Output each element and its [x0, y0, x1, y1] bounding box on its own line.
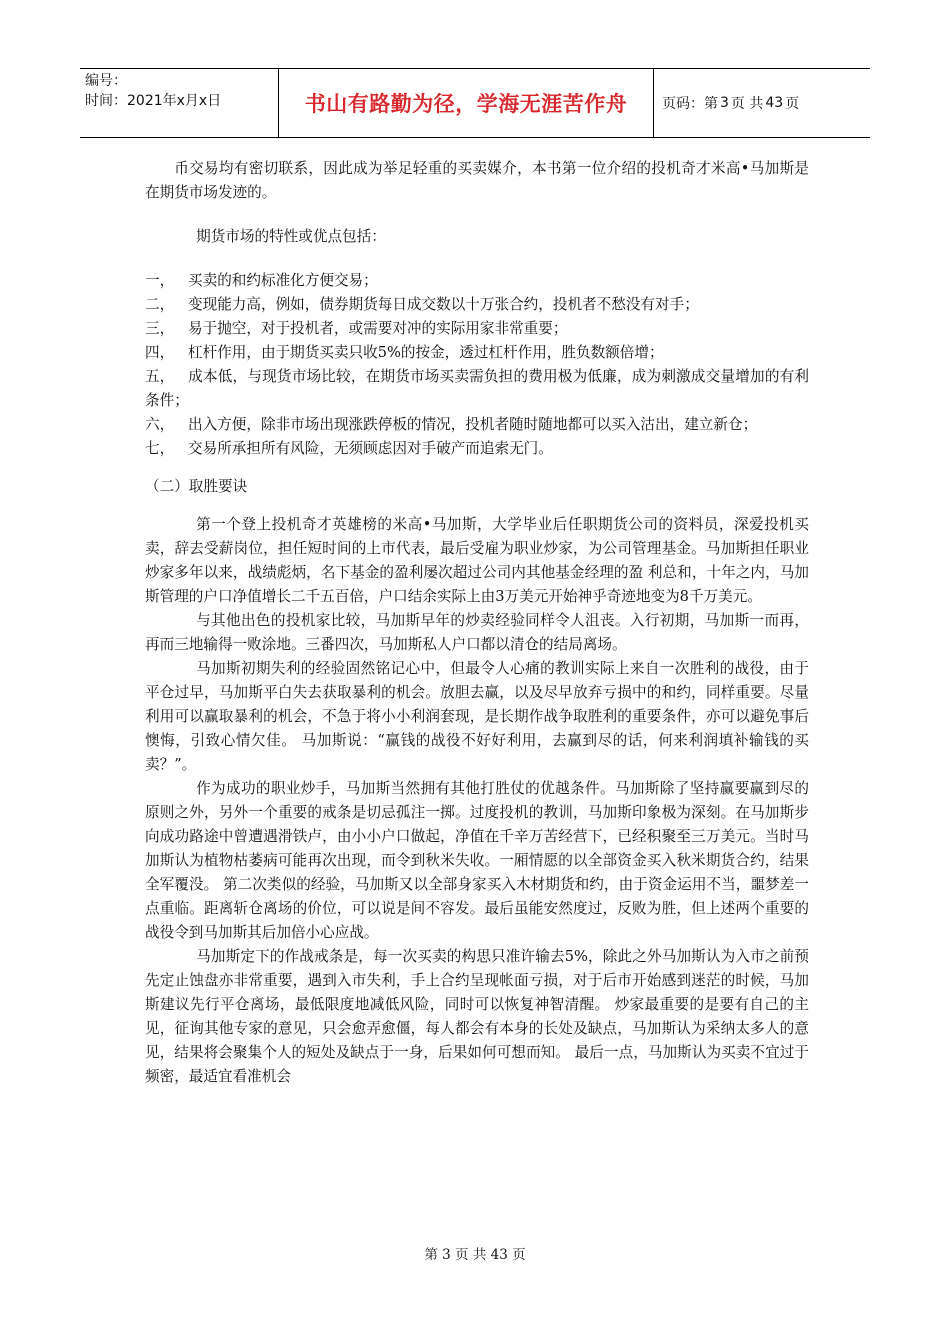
body-paragraph: 作为成功的职业炒手，马加斯当然拥有其他打胜仗的优越条件。马加斯除了坚持赢要赢到尽的原则之外，另外一个重要的戒条是切忌孤注一掷。过度投机的教训，马加斯印象极为深刻。在马加斯步向成功路途中曾遭遇滑铁卢，由小小户口做起，净值在千辛万苦经营下，已经积聚至三万美元。当时马加斯认为植物枯萎病可能再次出现，而令到秋米失收。一厢情愿的以全部资金买入秋米期货合约，结果全军覆没。 第二次类似的经验，马加斯又以全部身家买入木材期货和约，由于资金运用不当，噩梦差一点重临。距离斩仓离场的价位，可以说是间不容发。最后虽能安然度过，反败为胜，但上述两个重要的战役令到马加斯其后加倍小心应战。 [145, 780, 809, 941]
list-item: 二， 变现能力高，例如，债券期货每日成交数以十万张合约，投机者不愁没有对手； [145, 296, 699, 313]
intro-paragraph: 币交易均有密切联系，因此成为举足轻重的买卖媒介，本书第一位介绍的投机奇才米高•马加斯是在期货市场发迹的。 [145, 160, 809, 201]
header-motto: 书山有路勤为径，学海无涯苦作舟 [304, 92, 628, 116]
list-item: 六， 出入方便，除非市场出现涨跌停板的情况，投机者随时随地都可以买入沽出，建立新仓； [145, 416, 758, 433]
page-total: 43 [765, 95, 784, 111]
features-list [145, 269, 809, 461]
page-suffix: 页 [785, 96, 800, 112]
page-prefix: 页码：第 [662, 96, 718, 112]
page-current: 3 [720, 95, 729, 111]
header-page-info [654, 69, 870, 137]
body-paragraph: 第一个登上投机奇才英雄榜的米高•马加斯，大学毕业后任职期货公司的资料员，深爱投机买卖，辞去受薪岗位，担任短时间的上市代表，最后受雇为职业炒家，为公司管理基金。马加斯担任职业炒家多年以来，战绩彪炳，名下基金的盈利屡次超过公司内其他基金经理的盈 利总和，十年之内，马加斯管理的户口净值增长二千五百倍，户口结余实际上由3万美元开始神乎奇迹地变为8千万美元。 [145, 516, 809, 605]
body-paragraph: 马加斯定下的作战戒条是，每一次买卖的构思只准许输去5%，除此之外马加斯认为入市之前预先定止蚀盘亦非常重要，遇到入市失利，手上合约呈现帐面亏损，对于后市开始感到迷茫的时候，马加斯建议先行平仓离场，最低限度地减低风险，同时可以恢复神智清醒。 炒家最重要的是要有自己的主见，征询其他专家的意见，只会愈弄愈僵，每人都会有本身的长处及缺点，马加斯认为采纳太多人的意见，结果将会聚集个人的短处及缺点于一身，后果如何可想而知。 最后一点，马加斯认为买卖不宜过于频密，最适宜看准机会 [145, 948, 809, 1085]
header-number: 编号： [85, 73, 127, 89]
document-header [80, 68, 870, 138]
body-paragraph: 与其他出色的投机家比较，马加斯早年的炒卖经验同样令人沮丧。入行初期，马加斯一而再，再而三地输得一败涂地。三番四次，马加斯私人户口都以清仓的结局离场。 [145, 612, 809, 653]
page-footer: 第 3 页 共 43 页 [424, 1247, 526, 1263]
body-paragraph: 马加斯初期失利的经验固然铭记心中，但最令人心痛的教训实际上来自一次胜利的战役，由于平仓过早，马加斯平白失去获取暴利的机会。放胆去赢，以及尽早放弃亏损中的和约，同样重要。尽量利用可以赢取暴利的机会，不急于将小小利润套现，是长期作战争取胜利的重要条件，亦可以避免事后懊悔，引致心情欠佳。 马加斯说：“赢钱的战役不好好利用，去赢到尽的话，何来利润填补输钱的买卖？”。 [145, 660, 809, 773]
list-item: 四， 杠杆作用，由于期货买卖只收5%的按金，透过杠杆作用，胜负数额倍增； [145, 344, 664, 361]
section-title: （二）取胜要诀 [145, 478, 248, 495]
header-motto-cell [279, 69, 654, 137]
list-item: 一， 买卖的和约标准化方便交易； [145, 272, 378, 289]
header-meta [80, 69, 279, 137]
list-item: 七， 交易所承担所有风险，无须顾虑因对手破产而追索无门。 [145, 440, 553, 457]
features-heading: 期货市场的特性或优点包括： [196, 228, 386, 245]
list-item: 三， 易于抛空，对于投机者，或需要对冲的实际用家非常重要； [145, 320, 568, 337]
list-item: 五， 成本低，与现货市场比较，在期货市场买卖需负担的费用极为低廉，成为刺激成交量增加的有利条件； [145, 368, 809, 409]
header-time: 时间：2021年x月x日 [85, 93, 222, 109]
document-body [145, 157, 809, 1089]
page-mid: 页 共 [730, 96, 764, 112]
